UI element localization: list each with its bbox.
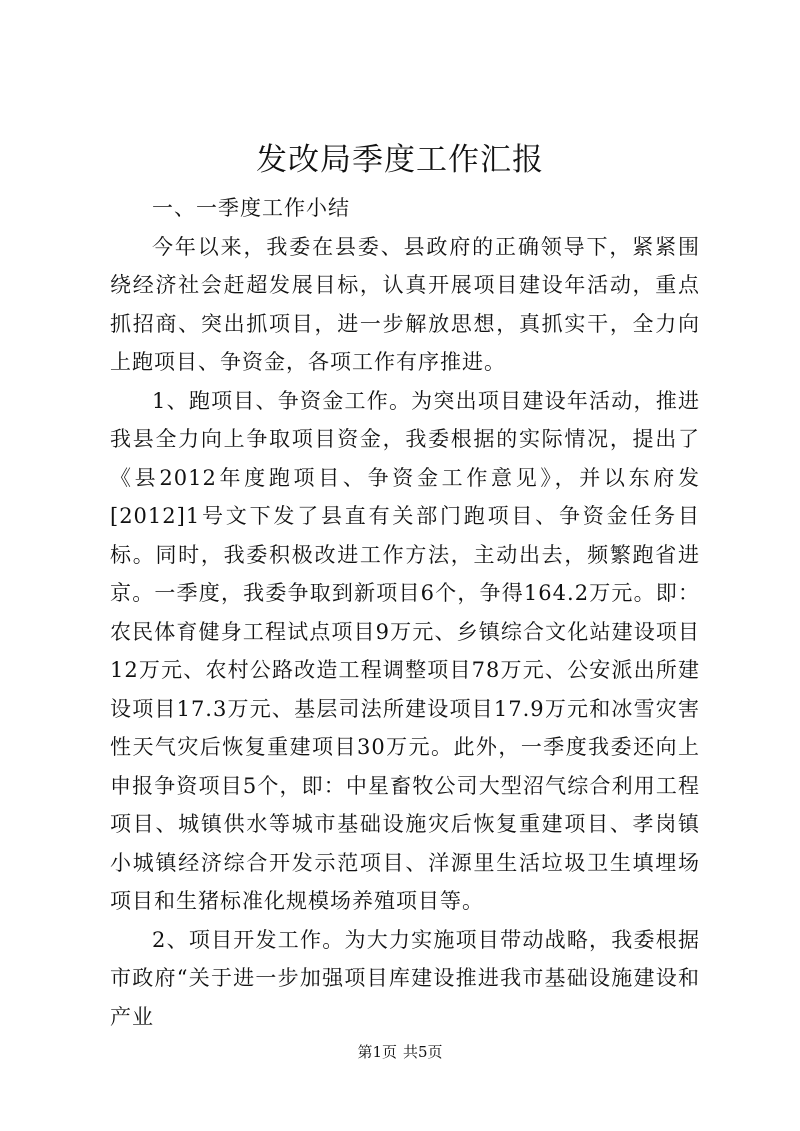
body-paragraph: 1、跑项目、争资金工作。为突出项目建设年活动，推进我县全力向上争取项目资金，我委根据的实际情况，提出了《县2012年度跑项目、争资金工作意见》，并以东府发[2012]1号文下发了县直有关部门跑项目、争资金任务目标。同时，我委积极改进工作方法，主动出去，频繁跑省进京。一季度，我委争取到新项目6个，争得164.2万元。即：农民体育健身工程试点项目9万元、乡镇综合文化站建设项目12万元、农村公路改造工程调整项目78万元、公安派出所建设项目17.3万元、基层司法所建设项目17.9万元和冰雪灾害性天气灾后恢复重建项目30万元。此外，一季度我委还向上申报争资项目5个，即：中星畜牧公司大型沼气综合利用工程项目、城镇供水等城市基础设施灾后恢复重建项目、孝岗镇小城镇经济综合开发示范项目、洋源里生活垃圾卫生填埋场项目和生猪标准化规模场养殖项目等。: [110, 388, 700, 913]
page-number: 第1页: [357, 1043, 397, 1061]
page-title: 发改局季度工作汇报: [256, 142, 544, 178]
page-total: 共5页: [403, 1043, 443, 1061]
body-paragraph: 今年以来，我委在县委、县政府的正确领导下，紧紧围绕经济社会赶超发展目标，认真开展项目建设年活动，重点抓招商、突出抓项目，进一步解放思想，真抓实干，全力向上跑项目、争资金，各项工作有序推进。: [110, 234, 700, 374]
section-heading: 一、一季度工作小结: [152, 196, 350, 220]
page-footer: [0, 1042, 800, 1062]
document-body: [110, 189, 700, 1036]
body-paragraph: 2、项目开发工作。为大力实施项目带动战略，我委根据市政府“关于进一步加强项目库建设推进我市基础设施建设和产业: [110, 927, 700, 1029]
